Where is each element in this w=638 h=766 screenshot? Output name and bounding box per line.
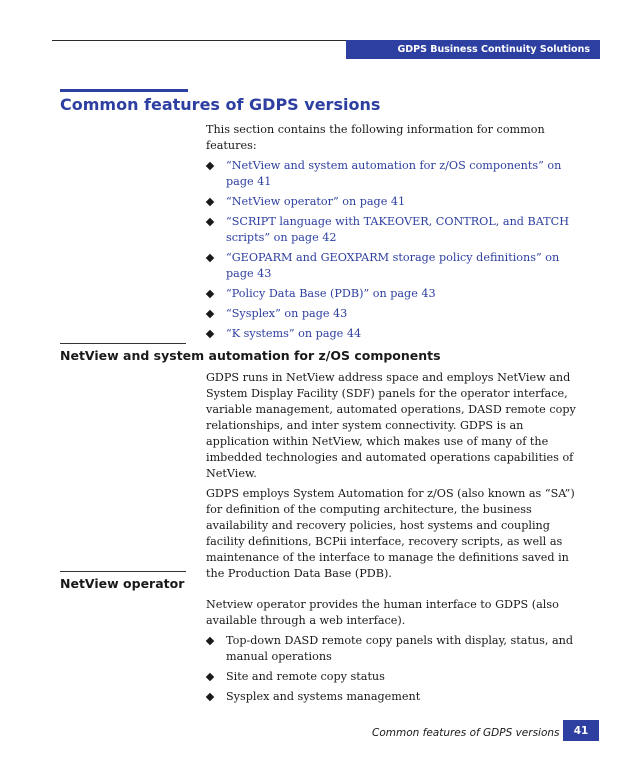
subheading-rule [60, 343, 186, 344]
footer-title: Common features of GDPS versions [372, 727, 560, 739]
section-title-rule [60, 89, 188, 92]
list-item-text: Site and remote copy status [226, 670, 385, 683]
cross-reference-link[interactable]: “GEOPARM and GEOXPARM storage policy definitions” on page 43 [226, 251, 560, 280]
cross-reference-link[interactable]: “K systems” on page 44 [226, 327, 362, 340]
running-header [346, 40, 600, 59]
section-title: Common features of GDPS versions [60, 95, 381, 114]
page-number: 41 [573, 724, 589, 737]
list-item [206, 669, 578, 685]
list-item[interactable] [206, 250, 578, 282]
cross-reference-link[interactable]: “Policy Data Base (PDB)” on page 43 [226, 287, 436, 300]
cross-reference-link[interactable]: “SCRIPT language with TAKEOVER, CONTROL, and BATCH scripts” on page 42 [226, 215, 569, 244]
netview-automation-body [206, 370, 578, 586]
subheading-netview-automation: NetView and system automation for z/OS components [60, 348, 441, 363]
section-intro: This section contains the following information for common features: [206, 123, 545, 152]
bullet-diamond-icon [206, 162, 214, 170]
list-item [206, 689, 578, 705]
paragraph: GDPS runs in NetView address space and employs NetView and System Display Facility (SDF) panels for the operator interface, variable management, automated operations, DASD remote copy relationships, and inter system connectivity. GDPS is an application within NetView, which makes use of many of the imbedded technologies and automated operations capabilities of NetView. [206, 371, 576, 480]
bullet-diamond-icon [206, 693, 214, 701]
list-item[interactable] [206, 306, 578, 322]
list-item-text: Sysplex and systems management [226, 690, 421, 703]
paragraph: GDPS employs System Automation for z/OS (also known as “SA”) for definition of the computing architecture, the business availability and recovery policies, host systems and coupling facility definitions, BCPii interface, recovery scripts, as well as maintenance of the interface to manage the definitions saved in the Production Data Base (PDB). [206, 487, 575, 580]
list-item-text: Top-down DASD remote copy panels with display, status, and manual operations [226, 634, 574, 663]
list-item[interactable] [206, 286, 578, 302]
operator-feature-list [206, 633, 578, 705]
bullet-diamond-icon [206, 198, 214, 206]
bullet-diamond-icon [206, 290, 214, 298]
bullet-diamond-icon [206, 330, 214, 338]
cross-reference-link[interactable]: “NetView and system automation for z/OS components” on page 41 [226, 159, 562, 188]
bullet-diamond-icon [206, 254, 214, 262]
cross-reference-link[interactable]: “NetView operator” on page 41 [226, 195, 406, 208]
subheading-rule [60, 571, 186, 572]
list-item[interactable] [206, 326, 578, 342]
list-item[interactable] [206, 194, 578, 210]
list-item[interactable] [206, 158, 578, 190]
bullet-diamond-icon [206, 218, 214, 226]
netview-operator-body [206, 597, 578, 709]
list-item [206, 633, 578, 665]
bullet-diamond-icon [206, 310, 214, 318]
bullet-diamond-icon [206, 673, 214, 681]
paragraph: Netview operator provides the human interface to GDPS (also available through a web interface). [206, 598, 559, 627]
bullet-diamond-icon [206, 637, 214, 645]
running-header-title: GDPS Business Continuity Solutions [397, 44, 590, 55]
page-number-badge [563, 720, 599, 741]
feature-link-list [206, 158, 578, 342]
section-intro-block [206, 122, 578, 346]
subheading-netview-operator: NetView operator [60, 576, 185, 591]
list-item[interactable] [206, 214, 578, 246]
cross-reference-link[interactable]: “Sysplex” on page 43 [226, 307, 348, 320]
